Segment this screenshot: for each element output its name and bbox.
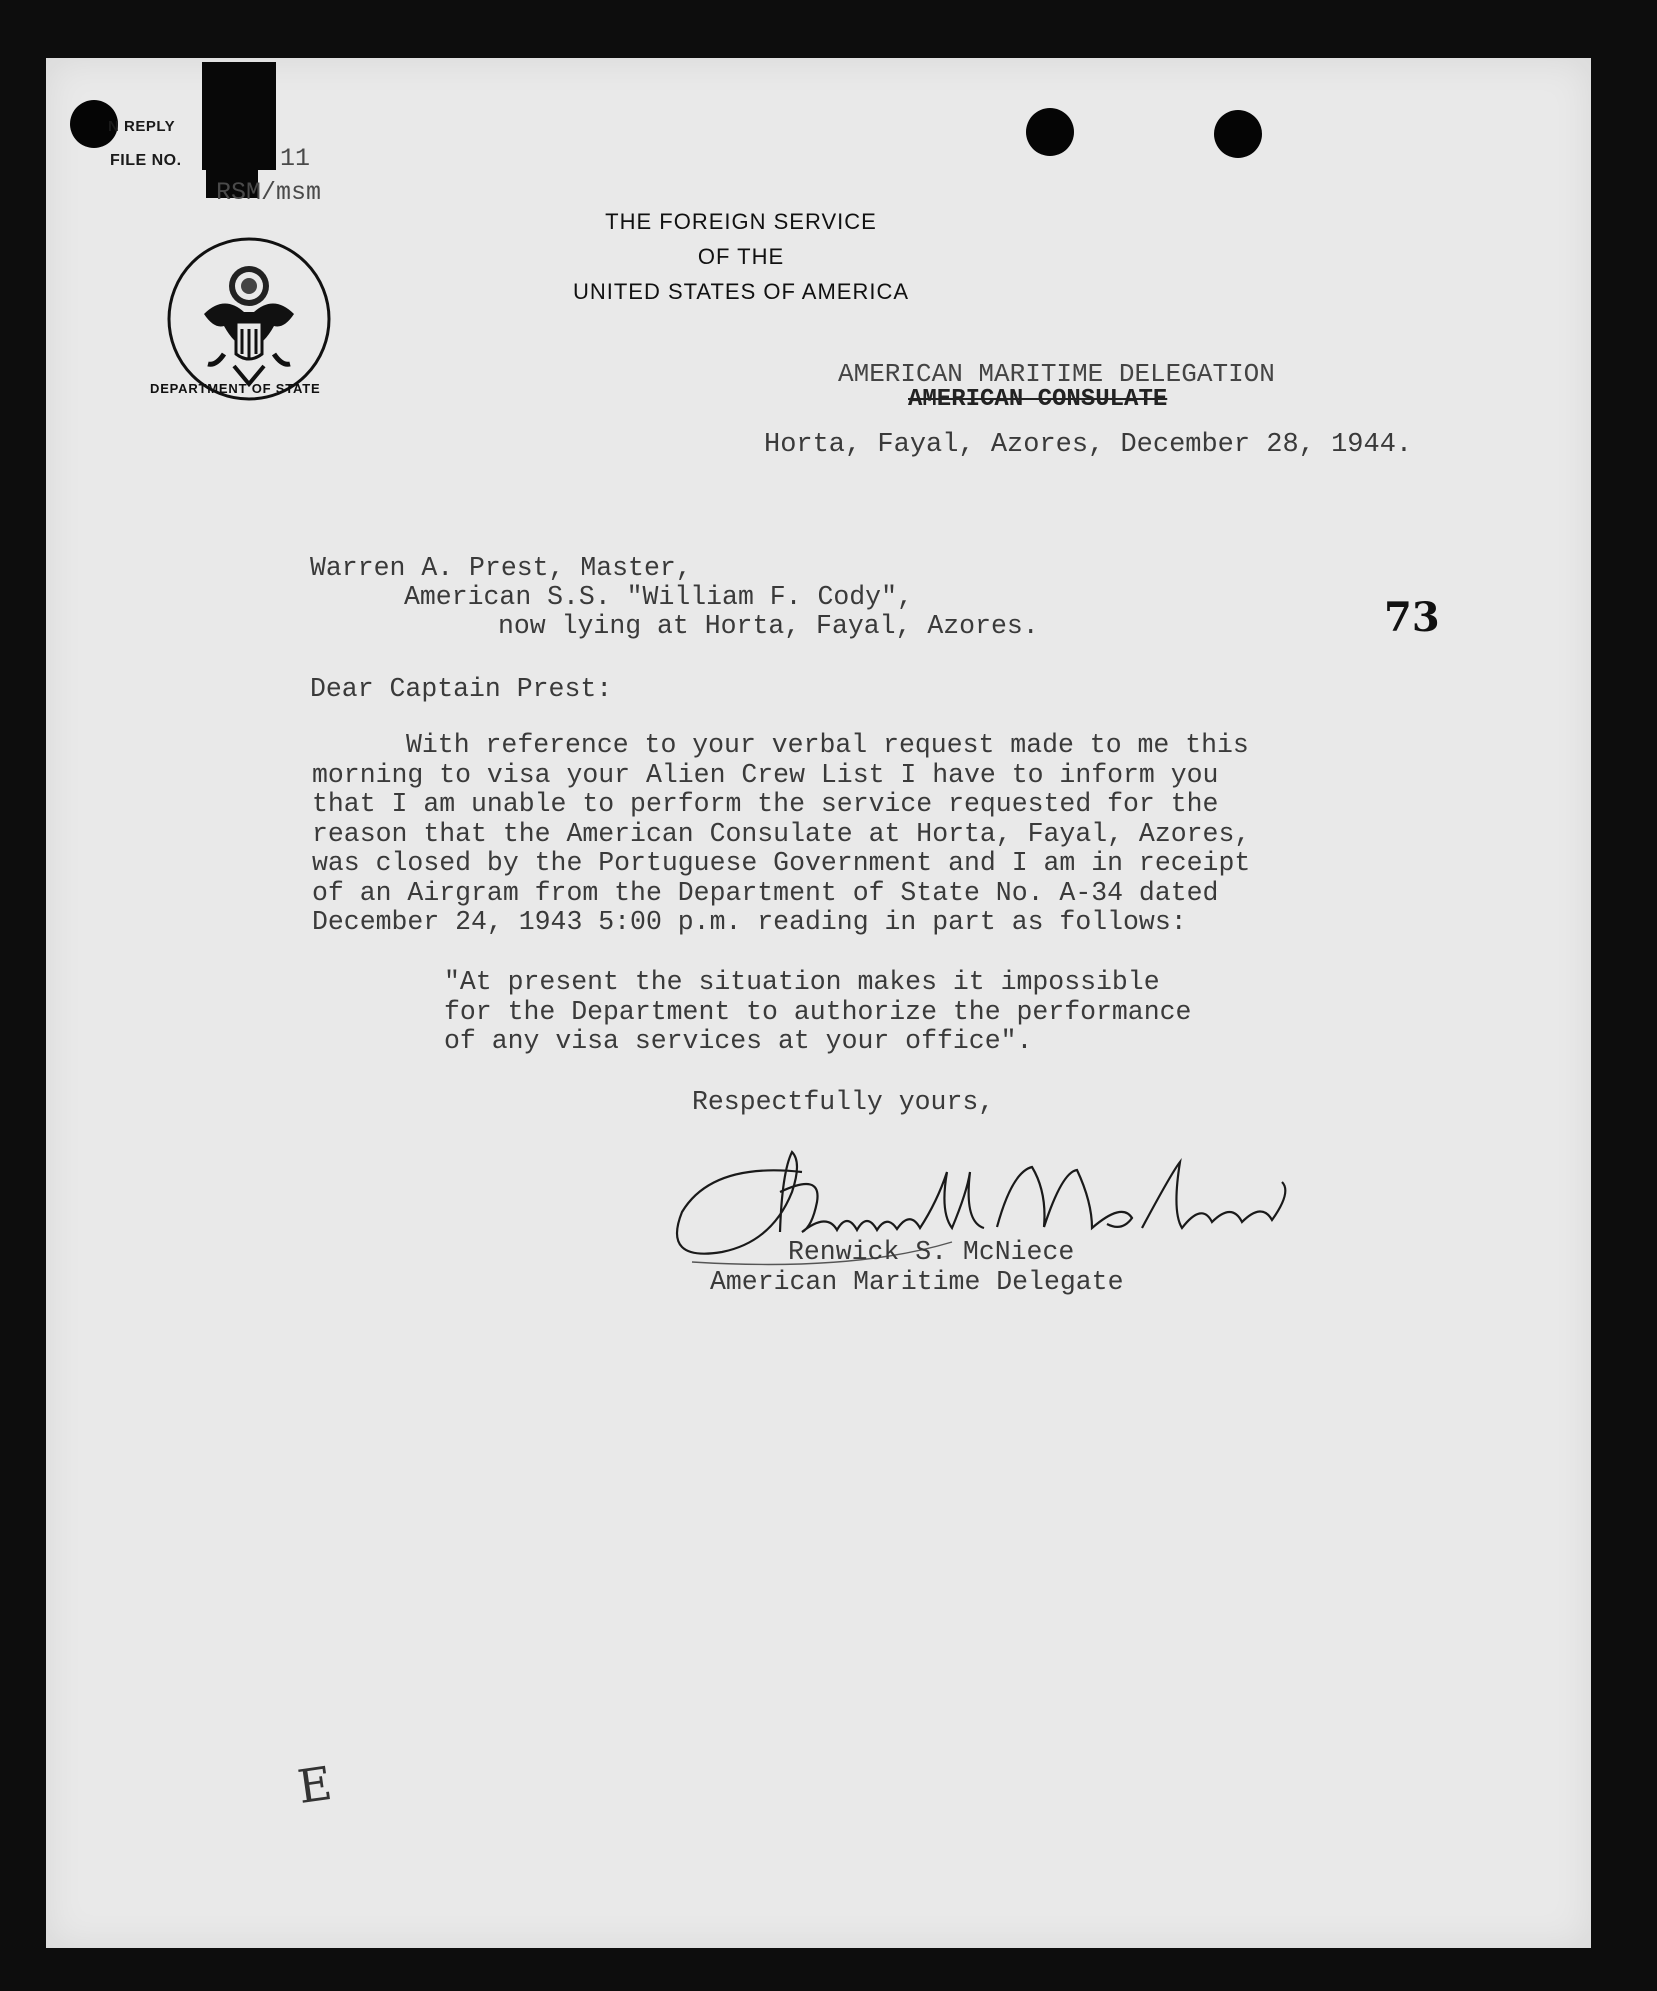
signatory-name: Renwick S. McNiece [788, 1237, 1075, 1267]
department-seal-icon [164, 234, 334, 404]
signatory-title: American Maritime Delegate [710, 1267, 1124, 1297]
quote-line: for the Department to authorize the performance [444, 996, 1192, 1027]
body-line: that I am unable to perform the service requested for the [312, 789, 1219, 819]
place-date: Horta, Fayal, Azores, December 28, 1944. [764, 430, 1413, 460]
quote-line: of any visa services at your office". [444, 1026, 1033, 1056]
file-no-label: FILE NO. [110, 152, 182, 169]
body-line: of an Airgram from the Department of State No. A-34 dated [312, 877, 1219, 908]
body-line: With reference to your verbal request made to me this [406, 730, 1249, 760]
body-line: December 24, 1943 5:00 p.m. reading in part as follows: [312, 907, 1187, 937]
page-number: 73 [1384, 594, 1440, 641]
body-line: morning to visa your Alien Crew List I have to inform you [312, 759, 1219, 790]
punch-hole-right [1214, 110, 1262, 158]
quote-line: "At present the situation makes it impossible [444, 967, 1160, 997]
quoted-passage [444, 968, 1191, 1057]
delegation-title: AMERICAN MARITIME DELEGATION [838, 359, 1275, 389]
address-line-1: Warren A. Prest, Master, [310, 553, 692, 583]
in-reply-label: N REPLY [108, 118, 176, 135]
letterhead-line-2: OF THE [697, 244, 785, 269]
body-paragraph [312, 731, 1250, 938]
address-line-3: now lying at Horta, Fayal, Azores. [498, 611, 1039, 641]
margin-mark: E [294, 1755, 336, 1815]
consulate-struck-title: AMERICAN CONSULATE [908, 386, 1168, 413]
file-no-value: 11 [280, 144, 311, 173]
letterhead-line-1: THE FOREIGN SERVICE [605, 209, 877, 234]
body-line: reason that the American Consulate at Horta, Fayal, Azores, [312, 818, 1251, 849]
letterhead-line-3: UNITED STATES OF AMERICA [572, 279, 910, 304]
salutation: Dear Captain Prest: [310, 674, 613, 704]
body-line: was closed by the Portuguese Government and I am in receipt [312, 848, 1251, 878]
closing: Respectfully yours, [692, 1087, 995, 1117]
letterhead-title [546, 204, 936, 309]
punch-hole-center [1026, 108, 1074, 156]
letter-page [46, 58, 1591, 1948]
address-line-2: American S.S. "William F. Cody", [404, 582, 913, 612]
department-label: DEPARTMENT OF STATE [150, 381, 321, 396]
typist-initials: RSM/msm [216, 178, 322, 207]
